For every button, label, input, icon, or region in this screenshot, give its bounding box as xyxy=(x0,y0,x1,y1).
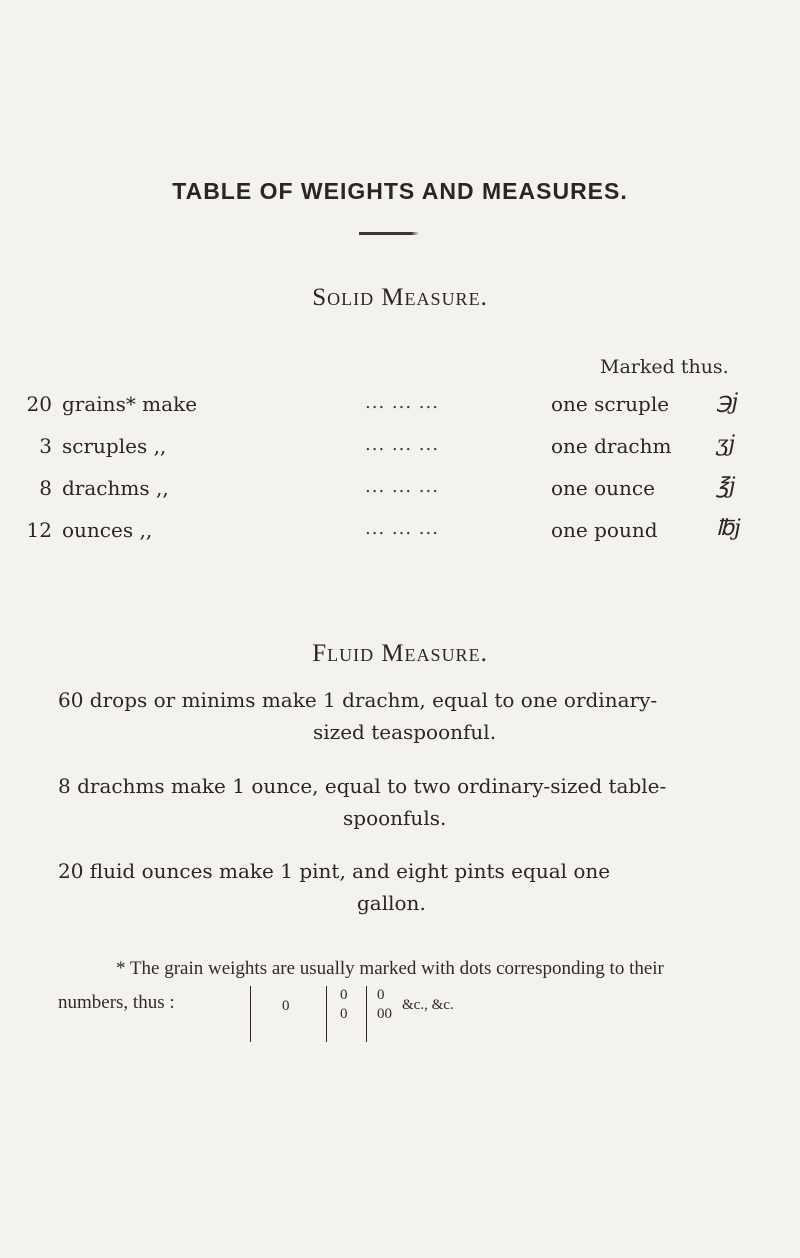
apothecary-symbol: ʒj xyxy=(716,432,736,457)
footnote-trail: &c., &c. xyxy=(402,997,454,1013)
apothecary-symbol: ℔j xyxy=(716,516,741,541)
row-unit: scruples ,, xyxy=(62,434,167,458)
row-quantity: 8 xyxy=(39,476,52,500)
paragraph-line: sized teaspoonful. xyxy=(313,720,497,744)
leader-dots: ... ... ... xyxy=(365,476,439,497)
row-quantity: 12 xyxy=(26,518,52,542)
title-divider xyxy=(359,232,411,235)
paragraph-line: 60 drops or minims make 1 drachm, equal to one ordinary- xyxy=(58,688,658,712)
footnote-line: numbers, thus : xyxy=(58,992,175,1013)
row-quantity: 3 xyxy=(39,434,52,458)
column-divider xyxy=(250,986,251,1042)
solid-measure-heading: Solid Measure. xyxy=(312,284,488,311)
dot-count: 0 xyxy=(340,987,348,1003)
footnote-line: * The grain weights are usually marked with dots corresponding to their xyxy=(116,958,664,979)
row-result: one pound xyxy=(551,518,658,542)
paragraph-line: 8 drachms make 1 ounce, equal to two ordinary-sized table- xyxy=(58,774,667,798)
row-result: one ounce xyxy=(551,476,655,500)
fluid-measure-heading: Fluid Measure. xyxy=(312,640,488,667)
row-result: one drachm xyxy=(551,434,672,458)
row-unit: drachms ,, xyxy=(62,476,169,500)
column-divider xyxy=(326,986,327,1042)
page-title: TABLE OF WEIGHTS AND MEASURES. xyxy=(172,178,628,204)
paragraph-line: spoonfuls. xyxy=(343,806,447,830)
row-unit: grains* make xyxy=(62,392,198,416)
leader-dots: ... ... ... xyxy=(365,392,439,413)
row-result: one scruple xyxy=(551,392,670,416)
leader-dots: ... ... ... xyxy=(365,518,439,539)
marked-thus-label: Marked thus. xyxy=(600,356,729,378)
leader-dots: ... ... ... xyxy=(365,434,439,455)
apothecary-symbol: ℈j xyxy=(716,390,739,415)
row-unit: ounces ,, xyxy=(62,518,153,542)
paragraph-line: gallon. xyxy=(357,891,426,915)
dot-count: 0 xyxy=(340,1006,348,1022)
column-divider xyxy=(366,986,367,1042)
dot-count: 0 xyxy=(282,998,290,1014)
apothecary-symbol: ℥j xyxy=(716,474,736,499)
paragraph-line: 20 fluid ounces make 1 pint, and eight pints equal one xyxy=(58,859,611,883)
dot-count: 0 xyxy=(377,987,385,1003)
row-quantity: 20 xyxy=(26,392,52,416)
dot-count: 00 xyxy=(377,1006,392,1022)
